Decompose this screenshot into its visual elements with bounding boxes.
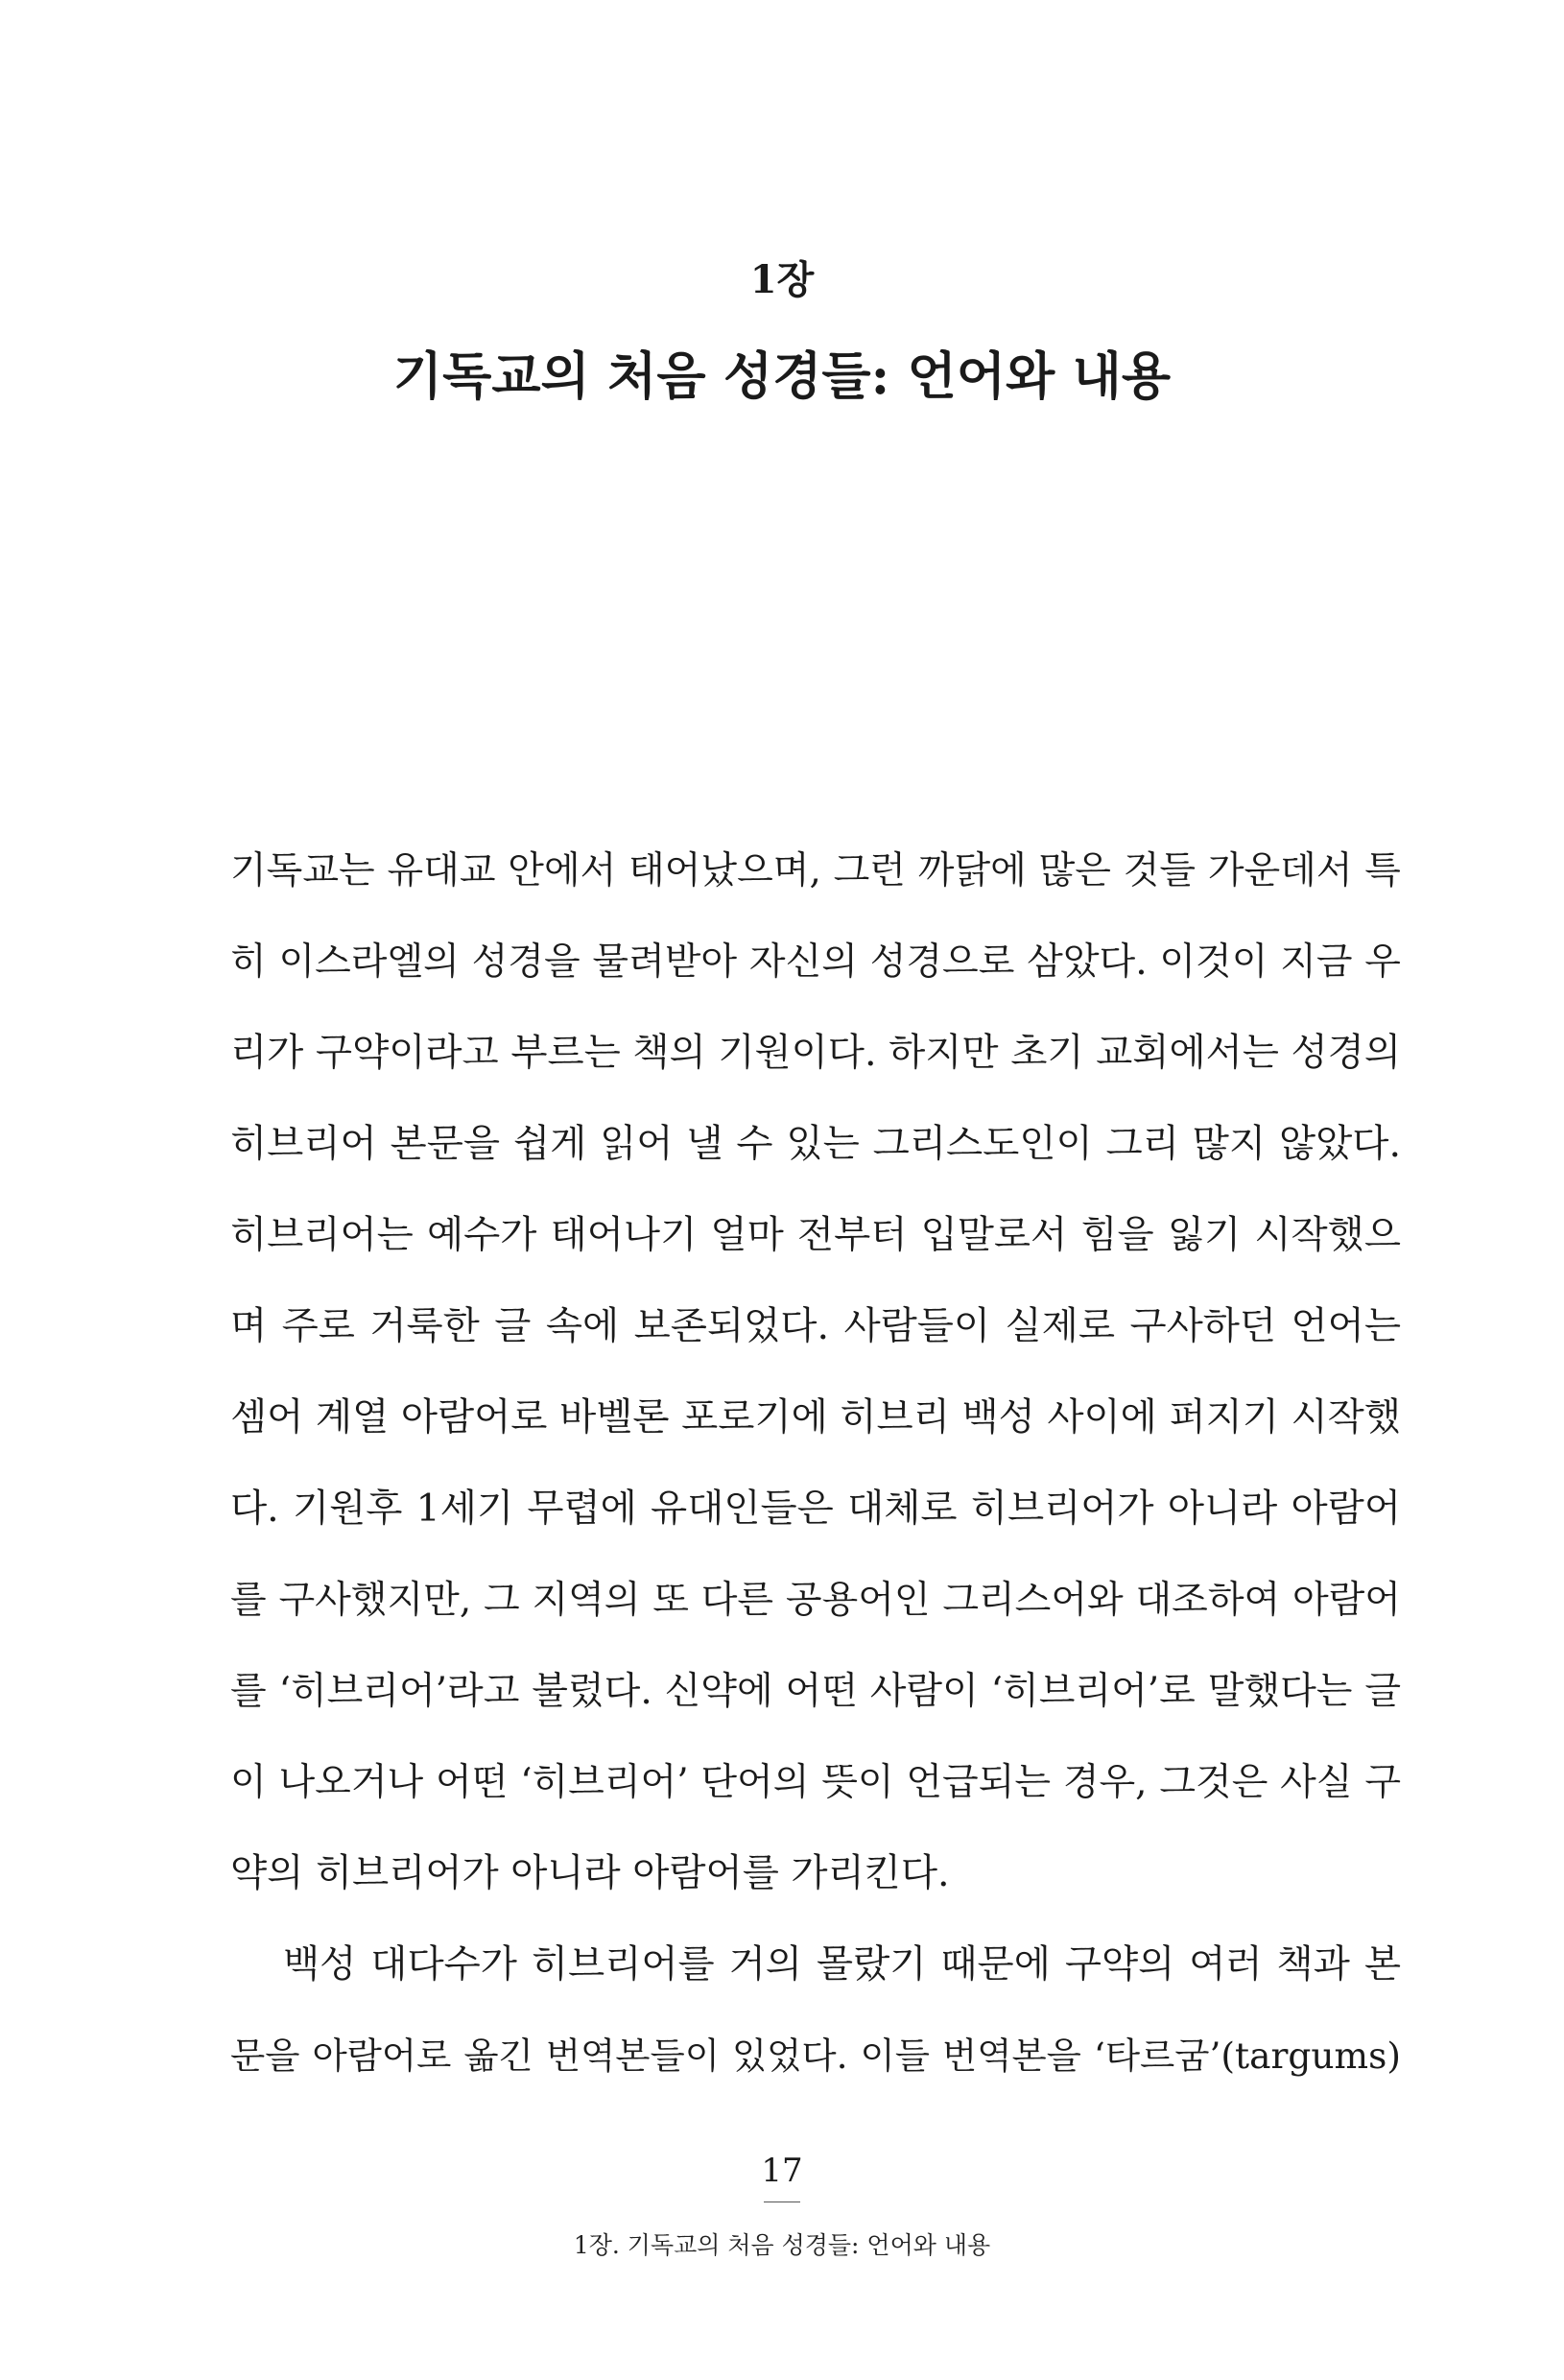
body-line-paragraph-start: 백성 대다수가 히브리어를 거의 몰랐기 때문에 구약의 여러 책과 본 bbox=[283, 1942, 1401, 1987]
chapter-number: 1장 bbox=[749, 257, 815, 302]
running-footer-title: 1장. 기독교의 처음 성경들: 언어와 내용 bbox=[573, 2231, 991, 2259]
body-line: 문을 아람어로 옮긴 번역본들이 있었다. 이들 번역본을 ‘타르굼’(targums) bbox=[230, 2035, 1401, 2077]
chapter-title: 기독교의 처음 성경들: 언어와 내용 bbox=[392, 346, 1172, 406]
body-line: 이 나오거나 어떤 ‘히브리어’ 단어의 뜻이 언급되는 경우, 그것은 사실 구 bbox=[230, 1761, 1401, 1804]
body-line: 히브리어는 예수가 태어나기 얼마 전부터 입말로서 힘을 잃기 시작했으 bbox=[230, 1213, 1401, 1257]
page-number: 17 bbox=[761, 2152, 803, 2190]
body-text bbox=[230, 825, 1401, 2102]
body-line: 리가 구약이라고 부르는 책의 기원이다. 하지만 초기 교회에서는 성경의 bbox=[230, 1031, 1401, 1075]
body-line: 히브리어 본문을 쉽게 읽어 낼 수 있는 그리스도인이 그리 많지 않았다. bbox=[230, 1122, 1401, 1166]
body-line: 기독교는 유대교 안에서 태어났으며, 그런 까닭에 많은 것들 가운데서 특 bbox=[230, 849, 1401, 892]
body-line: 셈어 계열 아람어로 바벨론 포로기에 히브리 백성 사이에 퍼지기 시작했 bbox=[230, 1395, 1401, 1440]
body-line: 히 이스라엘의 성경을 물려받아 자신의 성경으로 삼았다. 이것이 지금 우 bbox=[230, 940, 1401, 984]
body-line: 를 구사했지만, 그 지역의 또 다른 공용어인 그리스어와 대조하여 아람어 bbox=[230, 1579, 1401, 1622]
body-line: 며 주로 거룩한 글 속에 보존되었다. 사람들이 실제로 구사하던 언어는 bbox=[230, 1304, 1401, 1348]
body-line: 다. 기원후 1세기 무렵에 유대인들은 대체로 히브리어가 아니라 아람어 bbox=[230, 1487, 1401, 1531]
body-line: 약의 히브리어가 아니라 아람어를 가리킨다. bbox=[230, 1851, 950, 1895]
body-line: 를 ‘히브리어’라고 불렀다. 신약에 어떤 사람이 ‘히브리어’로 말했다는 글 bbox=[230, 1670, 1401, 1713]
